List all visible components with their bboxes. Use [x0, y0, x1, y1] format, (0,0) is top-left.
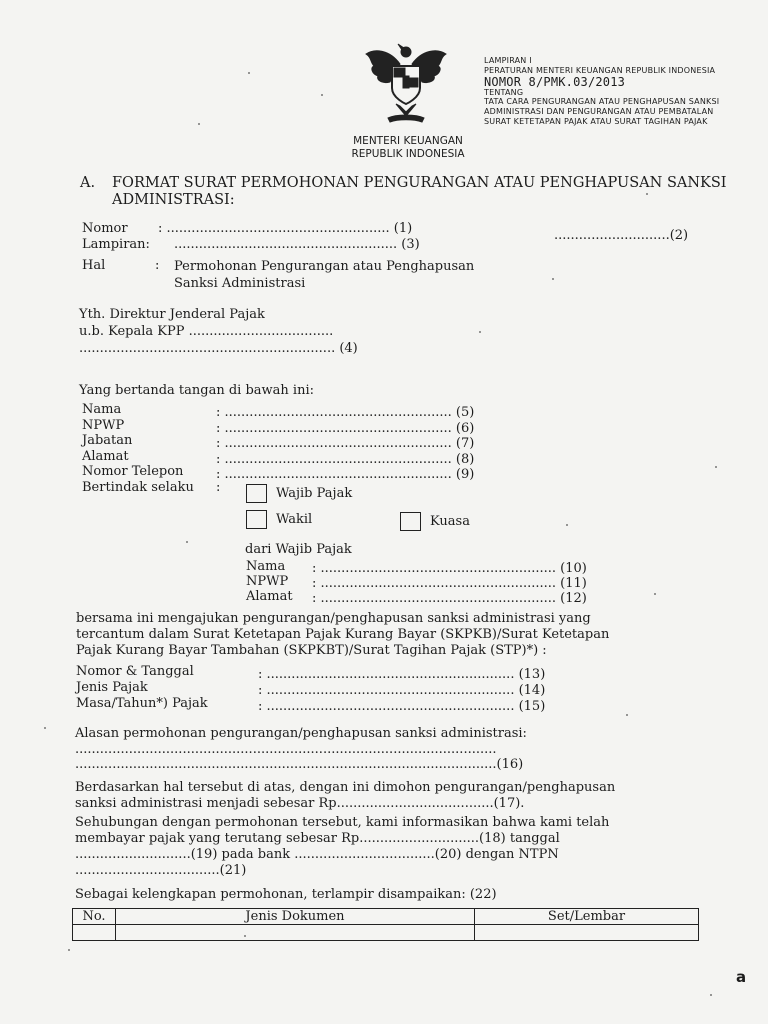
lampiran-line: PERATURAN MENTERI KEUANGAN REPUBLIK INDONESIA [484, 65, 716, 75]
kuasa-checkbox[interactable] [400, 512, 421, 531]
kuasa-label: Kuasa [430, 514, 470, 529]
acting-colon: : [216, 480, 221, 495]
scan-speck [715, 466, 717, 468]
taxpayer-name-field[interactable]: : ......................................................... (10) [312, 561, 587, 576]
wakil-label: Wakil [276, 512, 313, 527]
skp-label: Masa/Tahun*) Pajak [76, 696, 208, 711]
lampiran-line: TATA CARA PENGURANGAN ATAU PENGHAPUSAN SANKSI [484, 97, 720, 107]
payment-ntpn-field[interactable]: ...................................(21) [75, 863, 247, 878]
lampiran-line: TENTANG [484, 87, 524, 97]
signer-fields [216, 405, 474, 483]
reason-heading: Alasan permohonan pengurangan/penghapusan sanksi administrasi: [75, 726, 527, 741]
signer-label: Nama [82, 402, 122, 417]
attachments-table [72, 908, 699, 941]
taxpayer-address-field[interactable]: : ......................................................... (12) [312, 591, 587, 606]
ministry-heading [348, 135, 468, 161]
signer-label: Nomor Telepon [82, 464, 184, 479]
date-field[interactable]: ............................(2) [554, 228, 689, 243]
recipient-kpp-field[interactable]: u.b. Kepala KPP ................................... [79, 324, 334, 339]
taxpayer-label: NPWP [246, 574, 289, 589]
table-cell[interactable] [73, 925, 116, 941]
taxpayer-labels [246, 559, 293, 604]
request-line3: Pajak Kurang Bayar Tambahan (SKPKBT)/Surat Tagihan Pajak (STP)*) : [76, 643, 547, 658]
scan-speck [566, 524, 568, 526]
hal-colon: : [155, 258, 160, 273]
reduction-amount-field[interactable]: sanksi administrasi menjadi sebesar Rp......................................(17). [75, 796, 525, 811]
skp-fields [258, 667, 545, 715]
scan-speck [68, 949, 70, 951]
taxpayer-npwp-field[interactable]: : ......................................................... (11) [312, 576, 587, 591]
reason-fields [75, 742, 523, 772]
scan-speck [552, 278, 554, 280]
lampiran-line: SURAT KETETAPAN PAJAK ATAU SURAT TAGIHAN PAJAK [484, 116, 708, 126]
skp-labels [76, 664, 208, 712]
taxpayer-fields [312, 561, 587, 606]
payment-paragraph [75, 815, 609, 879]
scan-speck [44, 727, 46, 729]
signer-npwp-field[interactable]: : ....................................................... (6) [216, 420, 475, 436]
signer-label: Jabatan [82, 433, 133, 448]
reason-line1-field[interactable]: ...................................................................................................... [75, 742, 497, 757]
wajib-pajak-label: Wajib Pajak [276, 486, 353, 501]
hal-label: Hal [82, 258, 106, 273]
request-line2: tercantum dalam Surat Ketetapan Pajak Kurang Bayar (SKPKB)/Surat Ketetapan [76, 627, 610, 642]
payment-line1: Sehubungan dengan permohonan tersebut, kami informasikan bahwa kami telah [75, 815, 610, 830]
lampiran-block [484, 56, 719, 127]
reduction-paragraph [75, 780, 615, 812]
attachments-heading: Sebagai kelengkapan permohonan, terlampir disampaikan: (22) [75, 887, 497, 902]
payment-bank-field[interactable]: ............................(19) pada bank ..................................(20) dengan NTPN [75, 847, 559, 862]
wajib-pajak-checkbox[interactable] [246, 484, 267, 503]
wakil-checkbox[interactable] [246, 510, 267, 529]
table-cell[interactable] [475, 925, 699, 941]
taxpayer-label: Nama [246, 559, 286, 574]
signer-address-field[interactable]: : ....................................................... (8) [216, 451, 475, 467]
scan-speck [198, 123, 200, 125]
table-header-row [73, 909, 699, 925]
title-line2: ADMINISTRASI: [112, 192, 235, 208]
form-title [112, 175, 727, 209]
page-mark: a [736, 968, 747, 986]
signer-label: Alamat [82, 448, 129, 464]
taxpayer-heading: dari Wajib Pajak [245, 542, 352, 557]
title-letter: A. [80, 175, 96, 191]
request-paragraph [76, 611, 609, 659]
ministry-line2: REPUBLIK INDONESIA [351, 148, 465, 160]
hal-line1: Permohonan Pengurangan atau Penghapusan [174, 259, 475, 274]
scan-speck [626, 714, 628, 716]
garuda-emblem-icon [360, 40, 455, 130]
skp-number-date-field[interactable]: : ............................................................ (13) [258, 667, 546, 682]
lampiran-field[interactable]: ...................................................... (3) [174, 237, 420, 252]
signer-position-field[interactable]: : ....................................................... (7) [216, 436, 475, 451]
nomor-field[interactable]: : ...................................................... (1) [158, 221, 413, 236]
request-line1: bersama ini mengajukan pengurangan/penghapusan sanksi administrasi yang [76, 611, 591, 626]
ministry-line1: MENTERI KEUANGAN [353, 135, 463, 147]
hal-value [174, 258, 474, 292]
recipient-block [79, 306, 358, 357]
table-row [73, 925, 699, 941]
recipient-line1: Yth. Direktur Jenderal Pajak [79, 307, 265, 322]
signer-labels [82, 402, 194, 495]
signer-phone-field[interactable]: : ....................................................... (9) [216, 467, 475, 482]
lampiran-label: Lampiran: [82, 237, 150, 252]
skp-label: Jenis Pajak [76, 680, 148, 695]
signer-name-field[interactable]: : ....................................................... (5) [216, 405, 475, 420]
signer-label: NPWP [82, 417, 125, 433]
scan-speck [710, 994, 712, 996]
title-line1: FORMAT SURAT PERMOHONAN PENGURANGAN ATAU PENGHAPUSAN SANKSI [112, 175, 727, 191]
skp-tax-type-field[interactable]: : ............................................................ (14) [258, 683, 546, 698]
lampiran-line: ADMINISTRASI DAN PENGURANGAN ATAU PEMBATALAN [484, 107, 714, 117]
lampiran-line: LAMPIRAN I [484, 56, 532, 65]
hal-line2: Sanksi Administrasi [174, 276, 306, 291]
taxpayer-label: Alamat [246, 589, 293, 604]
signer-heading: Yang bertanda tangan di bawah ini: [79, 383, 314, 398]
table-cell[interactable] [116, 925, 475, 941]
skp-period-field[interactable]: : ............................................................ (15) [258, 699, 546, 714]
lampiran-nomor-line: NOMOR 8/PMK.03/2013 [484, 74, 626, 89]
payment-amount-field[interactable]: membayar pajak yang terutang sebesar Rp.............................(18) tanggal [75, 831, 560, 846]
scan-speck [186, 541, 188, 543]
scan-speck [248, 72, 250, 74]
acting-label: Bertindak selaku [82, 479, 194, 495]
nomor-label: Nomor [82, 221, 128, 236]
col-no-header: No. [73, 909, 116, 925]
scan-speck [321, 94, 323, 96]
col-jenis-header: Jenis Dokumen [116, 909, 475, 925]
col-set-header: Set/Lembar [475, 909, 699, 925]
reason-line2-field[interactable]: ......................................................................................................(16) [75, 757, 524, 772]
scan-speck [479, 331, 481, 333]
skp-label: Nomor & Tanggal [76, 664, 194, 679]
recipient-address-field[interactable]: .............................................................. (4) [79, 341, 358, 356]
scan-speck [654, 593, 656, 595]
reduction-line1: Berdasarkan hal tersebut di atas, dengan ini dimohon pengurangan/penghapusan [75, 780, 616, 795]
